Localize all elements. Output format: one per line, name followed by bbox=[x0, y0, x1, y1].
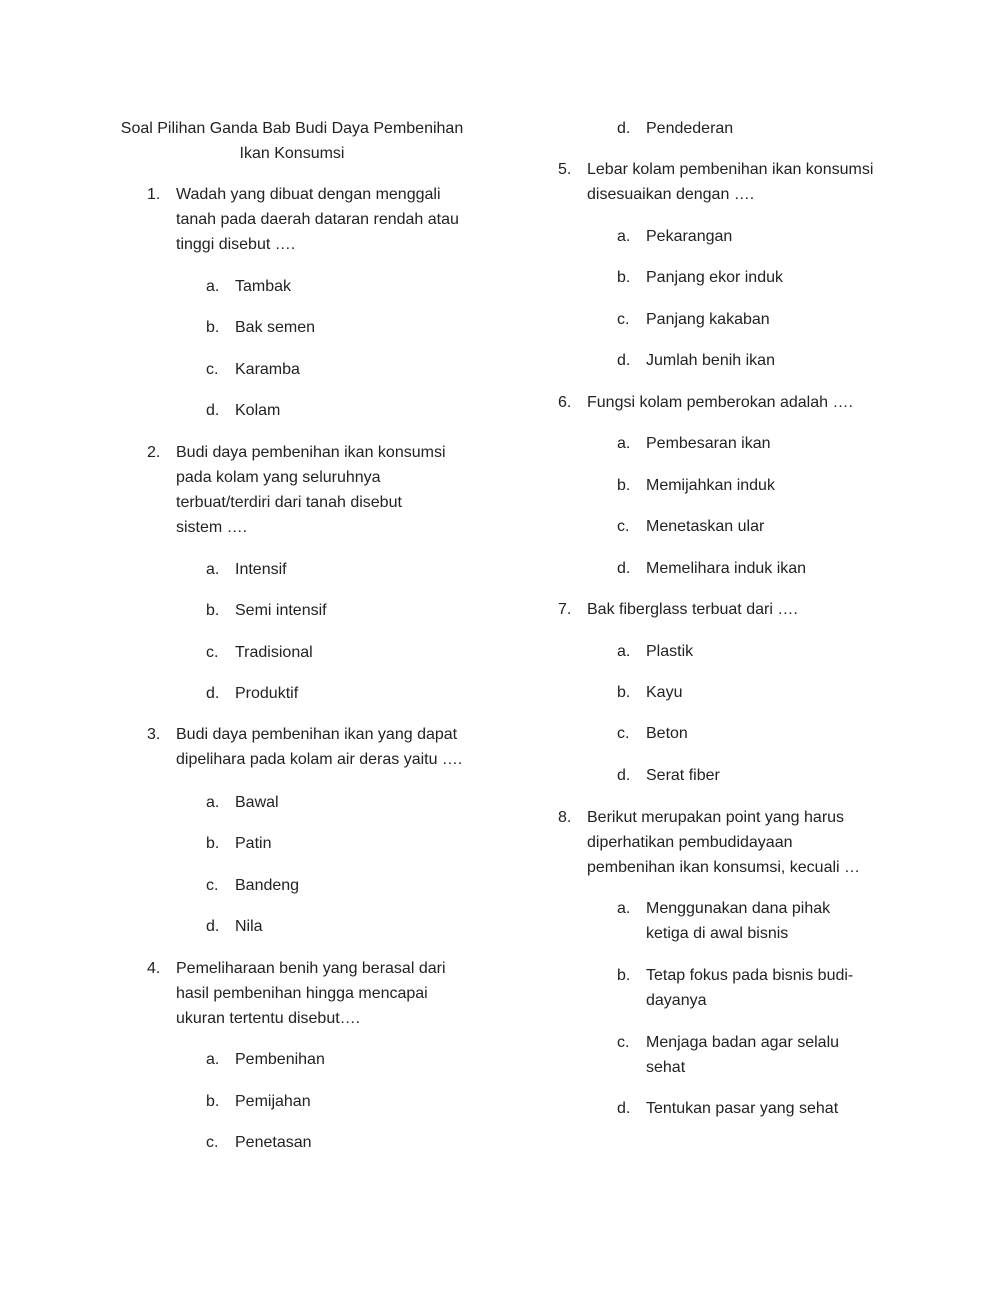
question-stem bbox=[176, 182, 459, 257]
option-line: dayanya bbox=[646, 992, 707, 1009]
option-text bbox=[646, 307, 770, 332]
option-letter: b. bbox=[206, 602, 220, 619]
option-letter: c. bbox=[206, 644, 219, 661]
option-letter: a. bbox=[206, 278, 220, 295]
option-letter: a. bbox=[617, 643, 631, 660]
option-text bbox=[235, 398, 280, 423]
option-line: Penetasan bbox=[235, 1134, 312, 1151]
question-stem bbox=[587, 390, 853, 415]
option-letter: d. bbox=[617, 560, 631, 577]
option-line: Pemijahan bbox=[235, 1093, 311, 1110]
option-letter: a. bbox=[206, 794, 220, 811]
option-line: Bawal bbox=[235, 794, 279, 811]
question-stem bbox=[176, 440, 446, 540]
option-text bbox=[235, 274, 291, 299]
stem-line: tanah pada daerah dataran rendah atau bbox=[176, 211, 459, 228]
stem-line: Pemeliharaan benih yang berasal dari bbox=[176, 960, 446, 977]
option-text bbox=[235, 315, 315, 340]
option-text bbox=[646, 639, 693, 664]
option-line: sehat bbox=[646, 1059, 686, 1076]
title-line-1: Soal Pilihan Ganda Bab Budi Daya Pembenihan bbox=[120, 120, 464, 137]
option-text bbox=[646, 116, 733, 141]
question-number: 6. bbox=[558, 394, 572, 411]
option-letter: d. bbox=[206, 402, 220, 419]
option-line: Nila bbox=[235, 918, 263, 935]
option-text bbox=[646, 556, 806, 581]
stem-line: Budi daya pembenihan ikan yang dapat bbox=[176, 726, 458, 743]
option-text bbox=[646, 763, 720, 788]
option-letter: d. bbox=[206, 918, 220, 935]
option-line: Bandeng bbox=[235, 877, 300, 894]
option-letter: b. bbox=[617, 269, 631, 286]
option-letter: d. bbox=[617, 352, 631, 369]
option-line: Intensif bbox=[235, 561, 287, 578]
option-text bbox=[235, 1130, 312, 1155]
option-letter: c. bbox=[206, 361, 219, 378]
option-letter: d. bbox=[617, 767, 631, 784]
option-text bbox=[235, 557, 287, 582]
option-text bbox=[235, 598, 327, 623]
stem-line: pada kolam yang seluruhnya bbox=[176, 469, 381, 486]
document-title bbox=[117, 116, 467, 166]
option-line: Kayu bbox=[646, 684, 683, 701]
option-letter: b. bbox=[206, 319, 220, 336]
option-letter: d. bbox=[617, 1100, 631, 1117]
option-line: Produktif bbox=[235, 685, 299, 702]
stem-line: Fungsi kolam pemberokan adalah …. bbox=[587, 394, 853, 411]
stem-line: sistem …. bbox=[176, 519, 248, 536]
option-line: Menetaskan ular bbox=[646, 518, 765, 535]
option-line: Memelihara induk ikan bbox=[646, 560, 807, 577]
option-line: Plastik bbox=[646, 643, 694, 660]
option-letter: a. bbox=[617, 435, 631, 452]
option-letter: c. bbox=[617, 1034, 630, 1051]
option-text bbox=[646, 224, 732, 249]
question-number: 3. bbox=[147, 726, 161, 743]
stem-line: terbuat/terdiri dari tanah disebut bbox=[176, 494, 402, 511]
stem-line: hasil pembenihan hingga mencapai bbox=[176, 985, 428, 1002]
option-letter: b. bbox=[617, 477, 631, 494]
stem-line: Berikut merupakan point yang harus bbox=[587, 809, 845, 826]
option-line: Semi intensif bbox=[235, 602, 327, 619]
option-line: Menjaga badan agar selalu bbox=[646, 1034, 840, 1051]
option-line: Bak semen bbox=[235, 319, 316, 336]
stem-line: Bak fiberglass terbuat dari …. bbox=[587, 601, 798, 618]
option-letter: b. bbox=[617, 967, 631, 984]
option-line: Kolam bbox=[235, 402, 281, 419]
option-text bbox=[646, 1096, 838, 1121]
stem-line: pembenihan ikan konsumsi, kecuali … bbox=[587, 859, 861, 876]
stem-line: Budi daya pembenihan ikan konsumsi bbox=[176, 444, 446, 461]
option-text bbox=[235, 640, 313, 665]
question-number: 4. bbox=[147, 960, 161, 977]
option-line: Tambak bbox=[235, 278, 292, 295]
option-line: Tradisional bbox=[235, 644, 313, 661]
option-line: ketiga di awal bisnis bbox=[646, 925, 789, 942]
option-text bbox=[235, 1089, 311, 1114]
stem-line: ukuran tertentu disebut…. bbox=[176, 1010, 361, 1027]
option-line: Panjang ekor induk bbox=[646, 269, 783, 286]
option-line: Pembenihan bbox=[235, 1051, 325, 1068]
question-stem bbox=[587, 597, 798, 622]
option-line: Beton bbox=[646, 725, 688, 742]
option-text bbox=[646, 514, 764, 539]
option-letter: a. bbox=[617, 228, 631, 245]
option-letter: a. bbox=[617, 900, 631, 917]
option-line: Serat fiber bbox=[646, 767, 720, 784]
option-line: Patin bbox=[235, 835, 272, 852]
question-stem bbox=[176, 956, 446, 1031]
option-line: Pekarangan bbox=[646, 228, 733, 245]
option-letter: a. bbox=[206, 561, 220, 578]
stem-line: Lebar kolam pembenihan ikan konsumsi bbox=[587, 161, 874, 178]
option-line: Jumlah benih ikan bbox=[646, 352, 775, 369]
question-number: 7. bbox=[558, 601, 572, 618]
option-letter: b. bbox=[617, 684, 631, 701]
question-stem bbox=[176, 722, 462, 772]
option-text bbox=[646, 721, 688, 746]
option-line: Pembesaran ikan bbox=[646, 435, 771, 452]
option-text bbox=[235, 914, 263, 939]
option-text bbox=[235, 357, 300, 382]
option-line: Tentukan pasar yang sehat bbox=[646, 1100, 839, 1117]
question-number: 1. bbox=[147, 186, 161, 203]
option-letter: c. bbox=[206, 1134, 219, 1151]
option-text bbox=[646, 431, 771, 456]
option-text bbox=[646, 348, 775, 373]
question-number: 8. bbox=[558, 809, 572, 826]
question-number: 5. bbox=[558, 161, 572, 178]
title-line-2: Ikan Konsumsi bbox=[239, 145, 345, 162]
question-stem bbox=[587, 157, 873, 207]
option-text bbox=[235, 873, 299, 898]
option-text bbox=[646, 680, 682, 705]
stem-line: disesuaikan dengan …. bbox=[587, 186, 755, 203]
option-line: Menggunakan dana pihak bbox=[646, 900, 831, 917]
option-letter: d. bbox=[617, 120, 631, 137]
option-text bbox=[235, 681, 298, 706]
stem-line: Wadah yang dibuat dengan menggali bbox=[176, 186, 441, 203]
option-letter: d. bbox=[206, 685, 220, 702]
option-text bbox=[235, 831, 271, 856]
option-letter: c. bbox=[206, 877, 219, 894]
stem-line: tinggi disebut …. bbox=[176, 236, 296, 253]
option-text bbox=[646, 265, 783, 290]
option-text bbox=[235, 1047, 325, 1072]
option-letter: c. bbox=[617, 311, 630, 328]
option-line: Pendederan bbox=[646, 120, 734, 137]
option-text bbox=[235, 790, 279, 815]
stem-line: diperhatikan pembudidayaan bbox=[587, 834, 793, 851]
question-number: 2. bbox=[147, 444, 161, 461]
option-text bbox=[646, 963, 853, 1013]
option-text bbox=[646, 896, 830, 946]
option-text bbox=[646, 473, 775, 498]
stem-line: dipelihara pada kolam air deras yaitu …. bbox=[176, 751, 463, 768]
option-letter: b. bbox=[206, 1093, 220, 1110]
option-line: Memijahkan induk bbox=[646, 477, 775, 494]
option-line: Karamba bbox=[235, 361, 300, 378]
option-letter: c. bbox=[617, 518, 630, 535]
option-letter: b. bbox=[206, 835, 220, 852]
option-line: Panjang kakaban bbox=[646, 311, 770, 328]
option-letter: a. bbox=[206, 1051, 220, 1068]
option-letter: c. bbox=[617, 725, 630, 742]
question-stem bbox=[587, 805, 860, 880]
option-text bbox=[646, 1030, 839, 1080]
option-line: Tetap fokus pada bisnis budi- bbox=[646, 967, 854, 984]
